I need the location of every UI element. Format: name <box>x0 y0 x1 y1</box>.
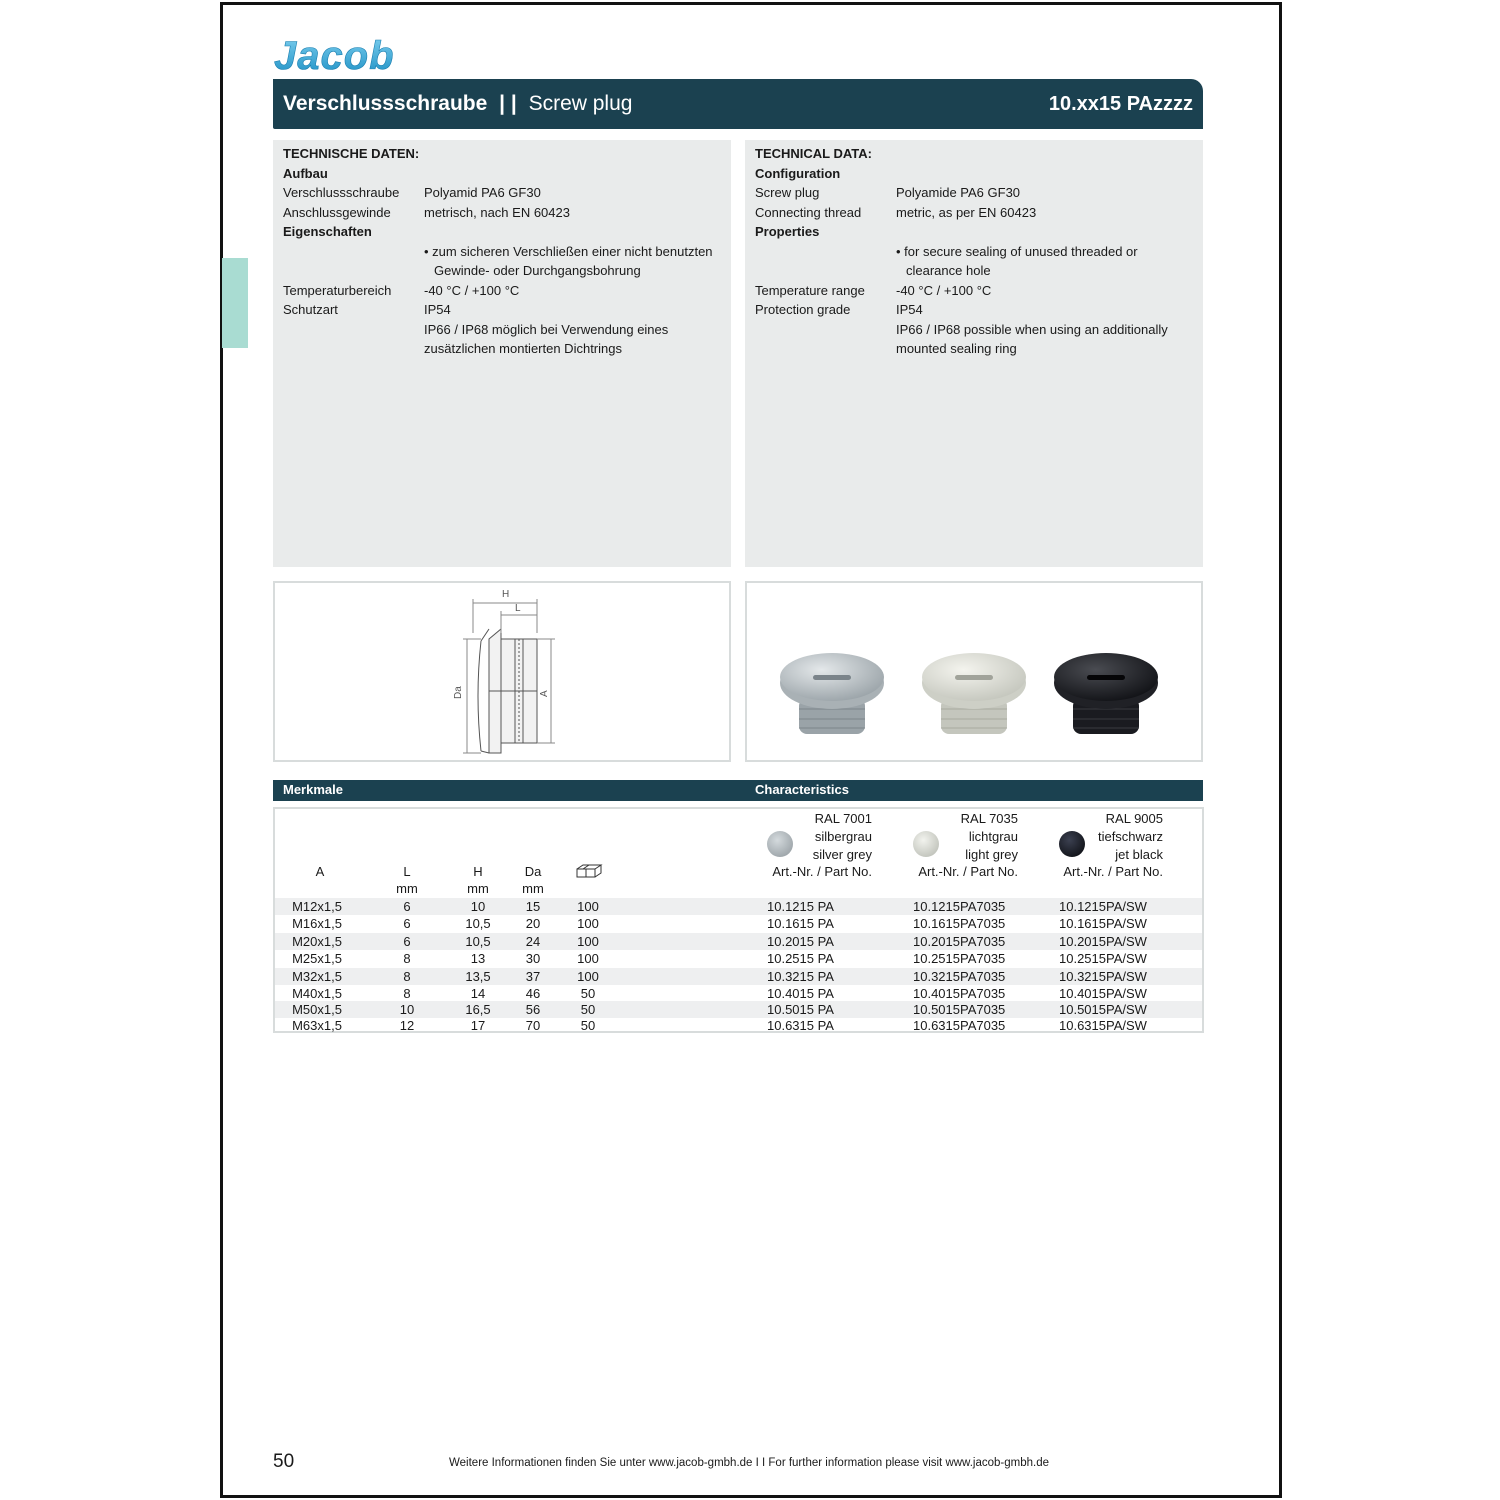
tech-row <box>283 183 721 203</box>
cell-part-silver: 10.1615 PA <box>767 916 834 931</box>
product-photo <box>747 583 1201 760</box>
cell-h: 10,5 <box>465 916 491 931</box>
product-title <box>283 92 632 116</box>
cell-l: 12 <box>399 1018 415 1033</box>
tech-row <box>283 242 721 281</box>
tech-key: Temperature range <box>755 282 865 298</box>
cell-thread: M16x1,5 <box>292 916 342 931</box>
table-row <box>275 1017 1202 1034</box>
config-heading: Aufbau <box>283 165 328 181</box>
cell-part-silver: 10.5015 PA <box>767 1002 834 1017</box>
swatch-jet-black <box>1059 831 1085 857</box>
tech-note: zusätzlichen montierten Dichtrings <box>424 341 622 356</box>
color-name-de: silbergrau <box>814 829 872 844</box>
tech-key: Schutzart <box>283 302 338 317</box>
cell-da: 37 <box>525 969 541 984</box>
cell-h: 10,5 <box>465 934 491 949</box>
cell-thread: M40x1,5 <box>292 986 342 1001</box>
color-name-de: tiefschwarz <box>1097 829 1163 844</box>
cell-part-light: 10.3215PA7035 <box>913 969 1006 984</box>
product-photo-box <box>745 581 1203 762</box>
property-bullet-cont: clearance hole <box>906 263 991 278</box>
cell-part-black: 10.2015PA/SW <box>1059 934 1147 949</box>
swatch-silver-grey <box>767 831 793 857</box>
cell-part-silver: 10.3215 PA <box>767 969 834 984</box>
characteristics-label-en: Characteristics <box>755 782 849 797</box>
tech-heading: TECHNISCHE DATEN: <box>283 146 420 161</box>
tech-key: Screw plug <box>755 185 820 200</box>
table-row <box>275 950 1202 967</box>
cell-pack: 50 <box>580 1018 596 1033</box>
characteristics-label-de: Merkmale <box>283 782 343 797</box>
box-icon <box>575 863 603 879</box>
cell-thread: M20x1,5 <box>292 934 342 949</box>
cell-part-light: 10.5015PA7035 <box>913 1002 1006 1017</box>
color-art-label: Art.-Nr. / Part No. <box>772 864 872 879</box>
tech-key: Anschlussgewinde <box>283 204 391 220</box>
tech-value: IP54 <box>424 302 451 317</box>
color-name-de: lichtgrau <box>968 829 1018 844</box>
color-name-en: silver grey <box>812 847 872 862</box>
cell-da: 24 <box>525 934 541 949</box>
cell-l: 6 <box>403 916 411 931</box>
cell-pack: 50 <box>580 986 596 1001</box>
header-a: A <box>315 864 325 879</box>
cell-h: 10 <box>470 899 486 914</box>
tech-row <box>755 300 1193 359</box>
cell-pack: 50 <box>580 1002 596 1017</box>
dim-label-h: H <box>502 589 510 600</box>
table-row <box>275 933 1202 950</box>
dim-label-da: Da <box>453 686 464 699</box>
cell-part-silver: 10.2015 PA <box>767 934 834 949</box>
product-code: 10.xx15 PAzzzz <box>1048 92 1193 115</box>
tech-note: mounted sealing ring <box>896 341 1017 356</box>
cell-l: 8 <box>403 986 411 1001</box>
tech-note: IP66 / IP68 möglich bei Verwendung eines <box>424 321 669 337</box>
header-l: L <box>403 864 411 879</box>
color-ral: RAL 7035 <box>960 811 1018 826</box>
color-ral: RAL 9005 <box>1105 811 1163 826</box>
cell-l: 8 <box>403 951 411 966</box>
jacob-logo <box>272 34 442 76</box>
cell-pack: 100 <box>577 899 599 914</box>
tech-value: IP54 <box>896 302 923 317</box>
tech-value: metric, as per EN 60423 <box>896 204 1037 220</box>
tech-value: metrisch, nach EN 60423 <box>424 204 570 220</box>
technical-data-german <box>273 140 731 567</box>
tech-key: Protection grade <box>755 302 851 317</box>
header-h: H <box>473 864 483 879</box>
table-row <box>275 1001 1202 1018</box>
cell-thread: M63x1,5 <box>292 1018 342 1033</box>
cell-pack: 100 <box>577 951 599 966</box>
cell-thread: M32x1,5 <box>292 969 342 984</box>
color-name-en: jet black <box>1115 847 1163 862</box>
characteristics-bar <box>273 780 1203 801</box>
tech-value: Polyamide PA6 GF30 <box>896 185 1021 200</box>
tech-heading: TECHNICAL DATA: <box>755 146 872 161</box>
cell-part-black: 10.1215PA/SW <box>1059 899 1147 914</box>
tech-row <box>283 300 721 359</box>
cell-pack: 100 <box>577 934 599 949</box>
footer-text: Weitere Informationen finden Sie unter www.jacob-gmbh.de I I For further information please visit www.jacob-gmbh.de <box>449 1457 1049 1469</box>
color-art-label: Art.-Nr. / Part No. <box>1063 864 1163 879</box>
title-separator: | | <box>499 92 517 115</box>
title-bar <box>273 79 1203 129</box>
cell-part-light: 10.2015PA7035 <box>913 934 1006 949</box>
technical-drawing-box <box>273 581 731 762</box>
cell-h: 17 <box>470 1018 486 1033</box>
properties-heading: Properties <box>755 224 820 239</box>
config-heading: Configuration <box>755 165 841 181</box>
cell-part-light: 10.1215PA7035 <box>913 899 1006 914</box>
cell-h: 13 <box>470 951 486 966</box>
cell-part-silver: 10.1215 PA <box>767 899 834 914</box>
property-bullet: • for secure sealing of unused threaded or <box>896 243 1138 259</box>
tech-row <box>283 281 721 301</box>
cell-h: 16,5 <box>465 1002 491 1017</box>
cell-da: 30 <box>525 951 541 966</box>
cell-part-light: 10.1615PA7035 <box>913 916 1006 931</box>
product-table <box>273 807 1204 1033</box>
page-number: 50 <box>273 1451 295 1472</box>
cell-da: 20 <box>525 916 541 931</box>
title-german: Verschlussschraube <box>283 92 488 115</box>
tech-row <box>755 242 1193 281</box>
property-bullet-cont: Gewinde- oder Durchgangsbohrung <box>434 263 641 278</box>
table-row <box>275 968 1202 985</box>
tech-value: -40 °C / +100 °C <box>424 282 520 298</box>
cell-part-black: 10.3215PA/SW <box>1059 969 1147 984</box>
cell-part-black: 10.1615PA/SW <box>1059 916 1147 931</box>
color-name-en: light grey <box>965 847 1018 862</box>
tech-row <box>283 203 721 223</box>
cell-pack: 100 <box>577 969 599 984</box>
technical-drawing <box>275 583 729 760</box>
cell-thread: M50x1,5 <box>292 1002 342 1017</box>
cell-da: 70 <box>525 1018 541 1033</box>
plug-jet-black <box>1054 653 1158 734</box>
properties-heading: Eigenschaften <box>283 224 372 239</box>
tech-row <box>755 281 1193 301</box>
color-ral: RAL 7001 <box>814 811 872 826</box>
cell-l: 10 <box>399 1002 415 1017</box>
tech-value: Polyamid PA6 GF30 <box>424 185 541 200</box>
cell-thread: M12x1,5 <box>292 899 342 914</box>
cell-h: 14 <box>470 986 486 1001</box>
tech-value: -40 °C / +100 °C <box>896 282 992 298</box>
dim-label-l: L <box>515 603 521 614</box>
header-da: Da <box>524 864 542 879</box>
technical-data-english <box>745 140 1203 567</box>
tech-key: Verschlussschraube <box>283 185 400 200</box>
cell-part-black: 10.5015PA/SW <box>1059 1002 1147 1017</box>
cell-pack: 100 <box>577 916 599 931</box>
unit-h: mm <box>467 881 489 896</box>
cell-part-light: 10.2515PA7035 <box>913 951 1006 966</box>
color-art-label: Art.-Nr. / Part No. <box>918 864 1018 879</box>
cell-da: 46 <box>525 986 541 1001</box>
cell-part-silver: 10.4015 PA <box>767 986 834 1001</box>
cell-part-light: 10.6315PA7035 <box>913 1018 1006 1033</box>
tech-key: Temperaturbereich <box>283 282 392 298</box>
table-row <box>275 985 1202 1002</box>
cell-part-silver: 10.6315 PA <box>767 1018 834 1033</box>
cell-part-black: 10.2515PA/SW <box>1059 951 1147 966</box>
cell-h: 13,5 <box>465 969 491 984</box>
cell-part-black: 10.6315PA/SW <box>1059 1018 1147 1033</box>
title-english: Screw plug <box>528 92 633 115</box>
cell-l: 6 <box>403 899 411 914</box>
tech-row <box>755 203 1193 223</box>
table-row <box>275 898 1202 915</box>
tech-row <box>755 183 1193 203</box>
svg-text:Jacob: Jacob <box>274 34 395 76</box>
section-tab <box>222 258 248 348</box>
cell-part-silver: 10.2515 PA <box>767 951 834 966</box>
property-bullet: • zum sicheren Verschließen einer nicht benutzten <box>424 243 713 259</box>
unit-da: mm <box>522 881 544 896</box>
cell-da: 15 <box>525 899 541 914</box>
cell-thread: M25x1,5 <box>292 951 342 966</box>
dim-label-a: A <box>539 690 550 697</box>
tech-key: Connecting thread <box>755 204 862 220</box>
swatch-light-grey <box>913 831 939 857</box>
cell-l: 6 <box>403 934 411 949</box>
plug-light-grey <box>922 653 1026 734</box>
plug-silver-grey <box>780 653 884 734</box>
tech-note: IP66 / IP68 possible when using an additionally <box>896 321 1168 337</box>
cell-part-black: 10.4015PA/SW <box>1059 986 1147 1001</box>
unit-l: mm <box>396 881 418 896</box>
cell-da: 56 <box>525 1002 541 1017</box>
cell-l: 8 <box>403 969 411 984</box>
cell-part-light: 10.4015PA7035 <box>913 986 1006 1001</box>
table-row <box>275 915 1202 932</box>
